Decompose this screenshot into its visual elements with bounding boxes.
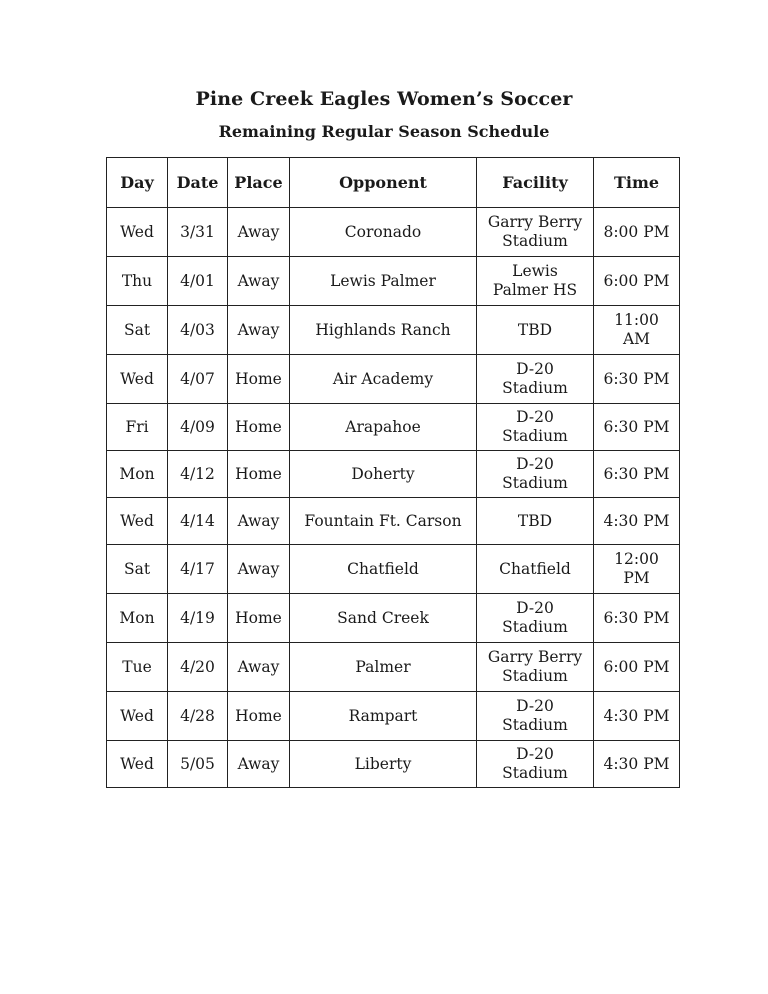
- cell-opponent: Arapahoe: [290, 404, 477, 451]
- table-row: [107, 306, 680, 355]
- table-row: [107, 545, 680, 594]
- cell-facility-text: TBD: [517, 320, 553, 339]
- cell-date: 4/20: [168, 643, 228, 692]
- cell-date: 4/09: [168, 404, 228, 451]
- cell-facility: [477, 355, 594, 404]
- cell-time-text: 6:00 PM: [603, 271, 670, 290]
- cell-time: [594, 498, 680, 545]
- cell-opponent: Liberty: [290, 741, 477, 788]
- cell-place: Home: [228, 355, 290, 404]
- cell-time-text: 12:00 PM: [614, 550, 659, 587]
- cell-time-text: 6:30 PM: [603, 369, 670, 388]
- cell-facility-text: Garry Berry Stadium: [487, 213, 583, 250]
- cell-facility: [477, 451, 594, 498]
- cell-date: 3/31: [168, 208, 228, 257]
- cell-date: 4/17: [168, 545, 228, 594]
- cell-opponent: Sand Creek: [290, 594, 477, 643]
- cell-facility-text: D-20 Stadium: [502, 455, 568, 492]
- cell-place: Away: [228, 643, 290, 692]
- cell-facility: [477, 208, 594, 257]
- cell-facility-text: Chatfield: [499, 559, 571, 578]
- cell-time-text: 6:00 PM: [603, 657, 670, 676]
- cell-place: Away: [228, 741, 290, 788]
- cell-facility: [477, 404, 594, 451]
- table-row: [107, 404, 680, 451]
- table-row: [107, 643, 680, 692]
- cell-opponent: Doherty: [290, 451, 477, 498]
- header-date: Date: [168, 158, 228, 208]
- cell-facility-text: D-20 Stadium: [502, 599, 568, 636]
- cell-day: Sat: [107, 545, 168, 594]
- cell-day: Fri: [107, 404, 168, 451]
- cell-time: [594, 404, 680, 451]
- cell-facility: [477, 741, 594, 788]
- cell-time-text: 4:30 PM: [603, 511, 670, 530]
- cell-facility-text: D-20 Stadium: [502, 697, 568, 734]
- cell-facility: [477, 498, 594, 545]
- cell-date: 4/14: [168, 498, 228, 545]
- cell-opponent: Rampart: [290, 692, 477, 741]
- table-row: [107, 741, 680, 788]
- cell-facility-text: Lewis Palmer HS: [492, 262, 578, 299]
- cell-opponent: Fountain Ft. Carson: [290, 498, 477, 545]
- cell-place: Home: [228, 692, 290, 741]
- schedule-table: [106, 157, 680, 788]
- cell-facility: [477, 257, 594, 306]
- cell-opponent: Lewis Palmer: [290, 257, 477, 306]
- cell-place: Away: [228, 257, 290, 306]
- table-row: [107, 594, 680, 643]
- cell-date: 4/19: [168, 594, 228, 643]
- cell-day: Tue: [107, 643, 168, 692]
- table-row: [107, 692, 680, 741]
- header-place: Place: [228, 158, 290, 208]
- cell-day: Wed: [107, 208, 168, 257]
- cell-time-text: 6:30 PM: [603, 417, 670, 436]
- document-subtitle: Remaining Regular Season Schedule: [218, 122, 550, 141]
- cell-opponent: Highlands Ranch: [290, 306, 477, 355]
- table-row: [107, 451, 680, 498]
- cell-time-text: 11:00 AM: [614, 311, 659, 348]
- cell-place: Home: [228, 404, 290, 451]
- cell-time: [594, 257, 680, 306]
- cell-place: Home: [228, 451, 290, 498]
- table-row: [107, 355, 680, 404]
- cell-time: [594, 594, 680, 643]
- cell-day: Wed: [107, 741, 168, 788]
- cell-opponent: Air Academy: [290, 355, 477, 404]
- cell-opponent: Chatfield: [290, 545, 477, 594]
- cell-date: 4/03: [168, 306, 228, 355]
- cell-time: [594, 741, 680, 788]
- cell-place: Away: [228, 208, 290, 257]
- cell-facility: [477, 594, 594, 643]
- cell-place: Away: [228, 306, 290, 355]
- cell-facility: [477, 545, 594, 594]
- cell-time-text: 4:30 PM: [603, 706, 670, 725]
- cell-facility-text: TBD: [517, 511, 553, 530]
- table-row: [107, 498, 680, 545]
- cell-date: 4/01: [168, 257, 228, 306]
- cell-facility: [477, 692, 594, 741]
- cell-facility-text: D-20 Stadium: [502, 408, 568, 445]
- table-row: [107, 257, 680, 306]
- cell-date: 5/05: [168, 741, 228, 788]
- cell-time: [594, 692, 680, 741]
- cell-day: Mon: [107, 451, 168, 498]
- cell-place: Away: [228, 545, 290, 594]
- cell-place: Home: [228, 594, 290, 643]
- cell-opponent: Coronado: [290, 208, 477, 257]
- cell-facility: [477, 306, 594, 355]
- cell-time-text: 8:00 PM: [603, 222, 670, 241]
- cell-time-text: 6:30 PM: [603, 608, 670, 627]
- cell-day: Wed: [107, 498, 168, 545]
- cell-place: Away: [228, 498, 290, 545]
- cell-time: [594, 545, 680, 594]
- cell-time: [594, 451, 680, 498]
- cell-time-text: 6:30 PM: [603, 464, 670, 483]
- cell-date: 4/12: [168, 451, 228, 498]
- cell-facility: [477, 643, 594, 692]
- header-facility: Facility: [477, 158, 594, 208]
- cell-facility-text: Garry Berry Stadium: [487, 648, 583, 685]
- header-day: Day: [107, 158, 168, 208]
- cell-time: [594, 643, 680, 692]
- cell-date: 4/07: [168, 355, 228, 404]
- cell-time-text: 4:30 PM: [603, 754, 670, 773]
- cell-time: [594, 208, 680, 257]
- cell-day: Sat: [107, 306, 168, 355]
- cell-facility-text: D-20 Stadium: [502, 745, 568, 782]
- header-time: Time: [594, 158, 680, 208]
- table-header-row: [107, 158, 680, 208]
- cell-time: [594, 306, 680, 355]
- cell-day: Wed: [107, 692, 168, 741]
- table-row: [107, 208, 680, 257]
- cell-opponent: Palmer: [290, 643, 477, 692]
- cell-day: Thu: [107, 257, 168, 306]
- cell-time: [594, 355, 680, 404]
- cell-date: 4/28: [168, 692, 228, 741]
- cell-day: Mon: [107, 594, 168, 643]
- cell-facility-text: D-20 Stadium: [502, 360, 568, 397]
- cell-day: Wed: [107, 355, 168, 404]
- document-title: Pine Creek Eagles Women’s Soccer: [195, 88, 573, 110]
- header-opponent: Opponent: [290, 158, 477, 208]
